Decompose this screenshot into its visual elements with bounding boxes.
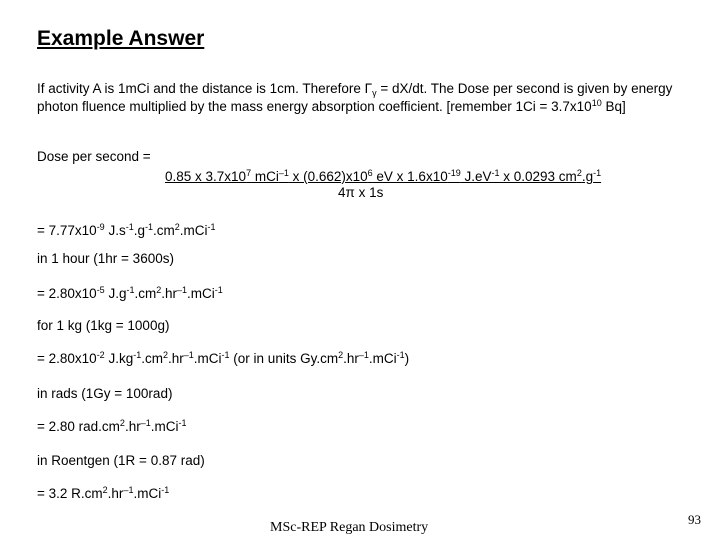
intro-text-3: Bq] [601,99,626,114]
page-number: 93 [688,512,701,527]
result-roentgen: = 3.2 $R.cm^2.hr^{-1}.mCi^{-1}$ [37,485,170,501]
step-hour: in 1 hour (1hr = 3600s) [37,251,174,266]
footer-text: MSc-REP Regan Dosimetry [270,520,429,535]
result-rads: = 2.80 $rad.cm^2.hr^{-1}.mCi^{-1}$ [37,418,187,434]
step-rads: in rads (1Gy = 100rad) [37,386,173,401]
step-roentgen: in Roentgen (1R = 0.87 rad) [37,453,205,468]
step-kg: for 1 kg (1kg = 1000g) [37,318,170,333]
formula-numerator: 0.85 x $3.7x10^7$ mCi$^{-1}$ x $(0.662)x10^6$ eV x $1.6x10^{-19}$ $J.eV^{-1}$ x 0.0293 $cm^2.g^{-1}$ [165,168,602,184]
intro-text-2: = dX/dt. The Dose per second is given by energy photon fluence multiplied by the mass energy absorption coefficient. [remember 1Ci = 3.7x10 [37,81,673,114]
gamma-symbol: Γ [364,81,373,96]
slide-title: Example Answer [37,27,205,50]
formula-denominator: 4π x 1s [338,185,384,200]
result-per-kg: = $2.80x10^{-2}$ $J.kg^{-1}.cm^2.hr^{-1}.mCi^{-1}$ (or in units $Gy.cm^2.hr^{-1}.mCi^{-1}$) [37,350,410,366]
intro-paragraph [37,80,677,116]
dose-label: Dose per second = [37,149,151,164]
result-per-hour: = $2.80x10^{-5}$ $J.g^{-1}.cm^2.hr^{-1}.mCi^{-1}$ [37,285,223,301]
intro-exponent: 10 [591,98,602,108]
gamma-subscript: γ [372,88,377,98]
intro-text-1: If activity A is 1mCi and the distance is 1cm. Therefore [37,81,365,96]
result-per-second: = $7.77x10^{-9}$ $J.s^{-1}.g^{-1}.cm^2.mCi^{-1}$ [37,222,216,238]
